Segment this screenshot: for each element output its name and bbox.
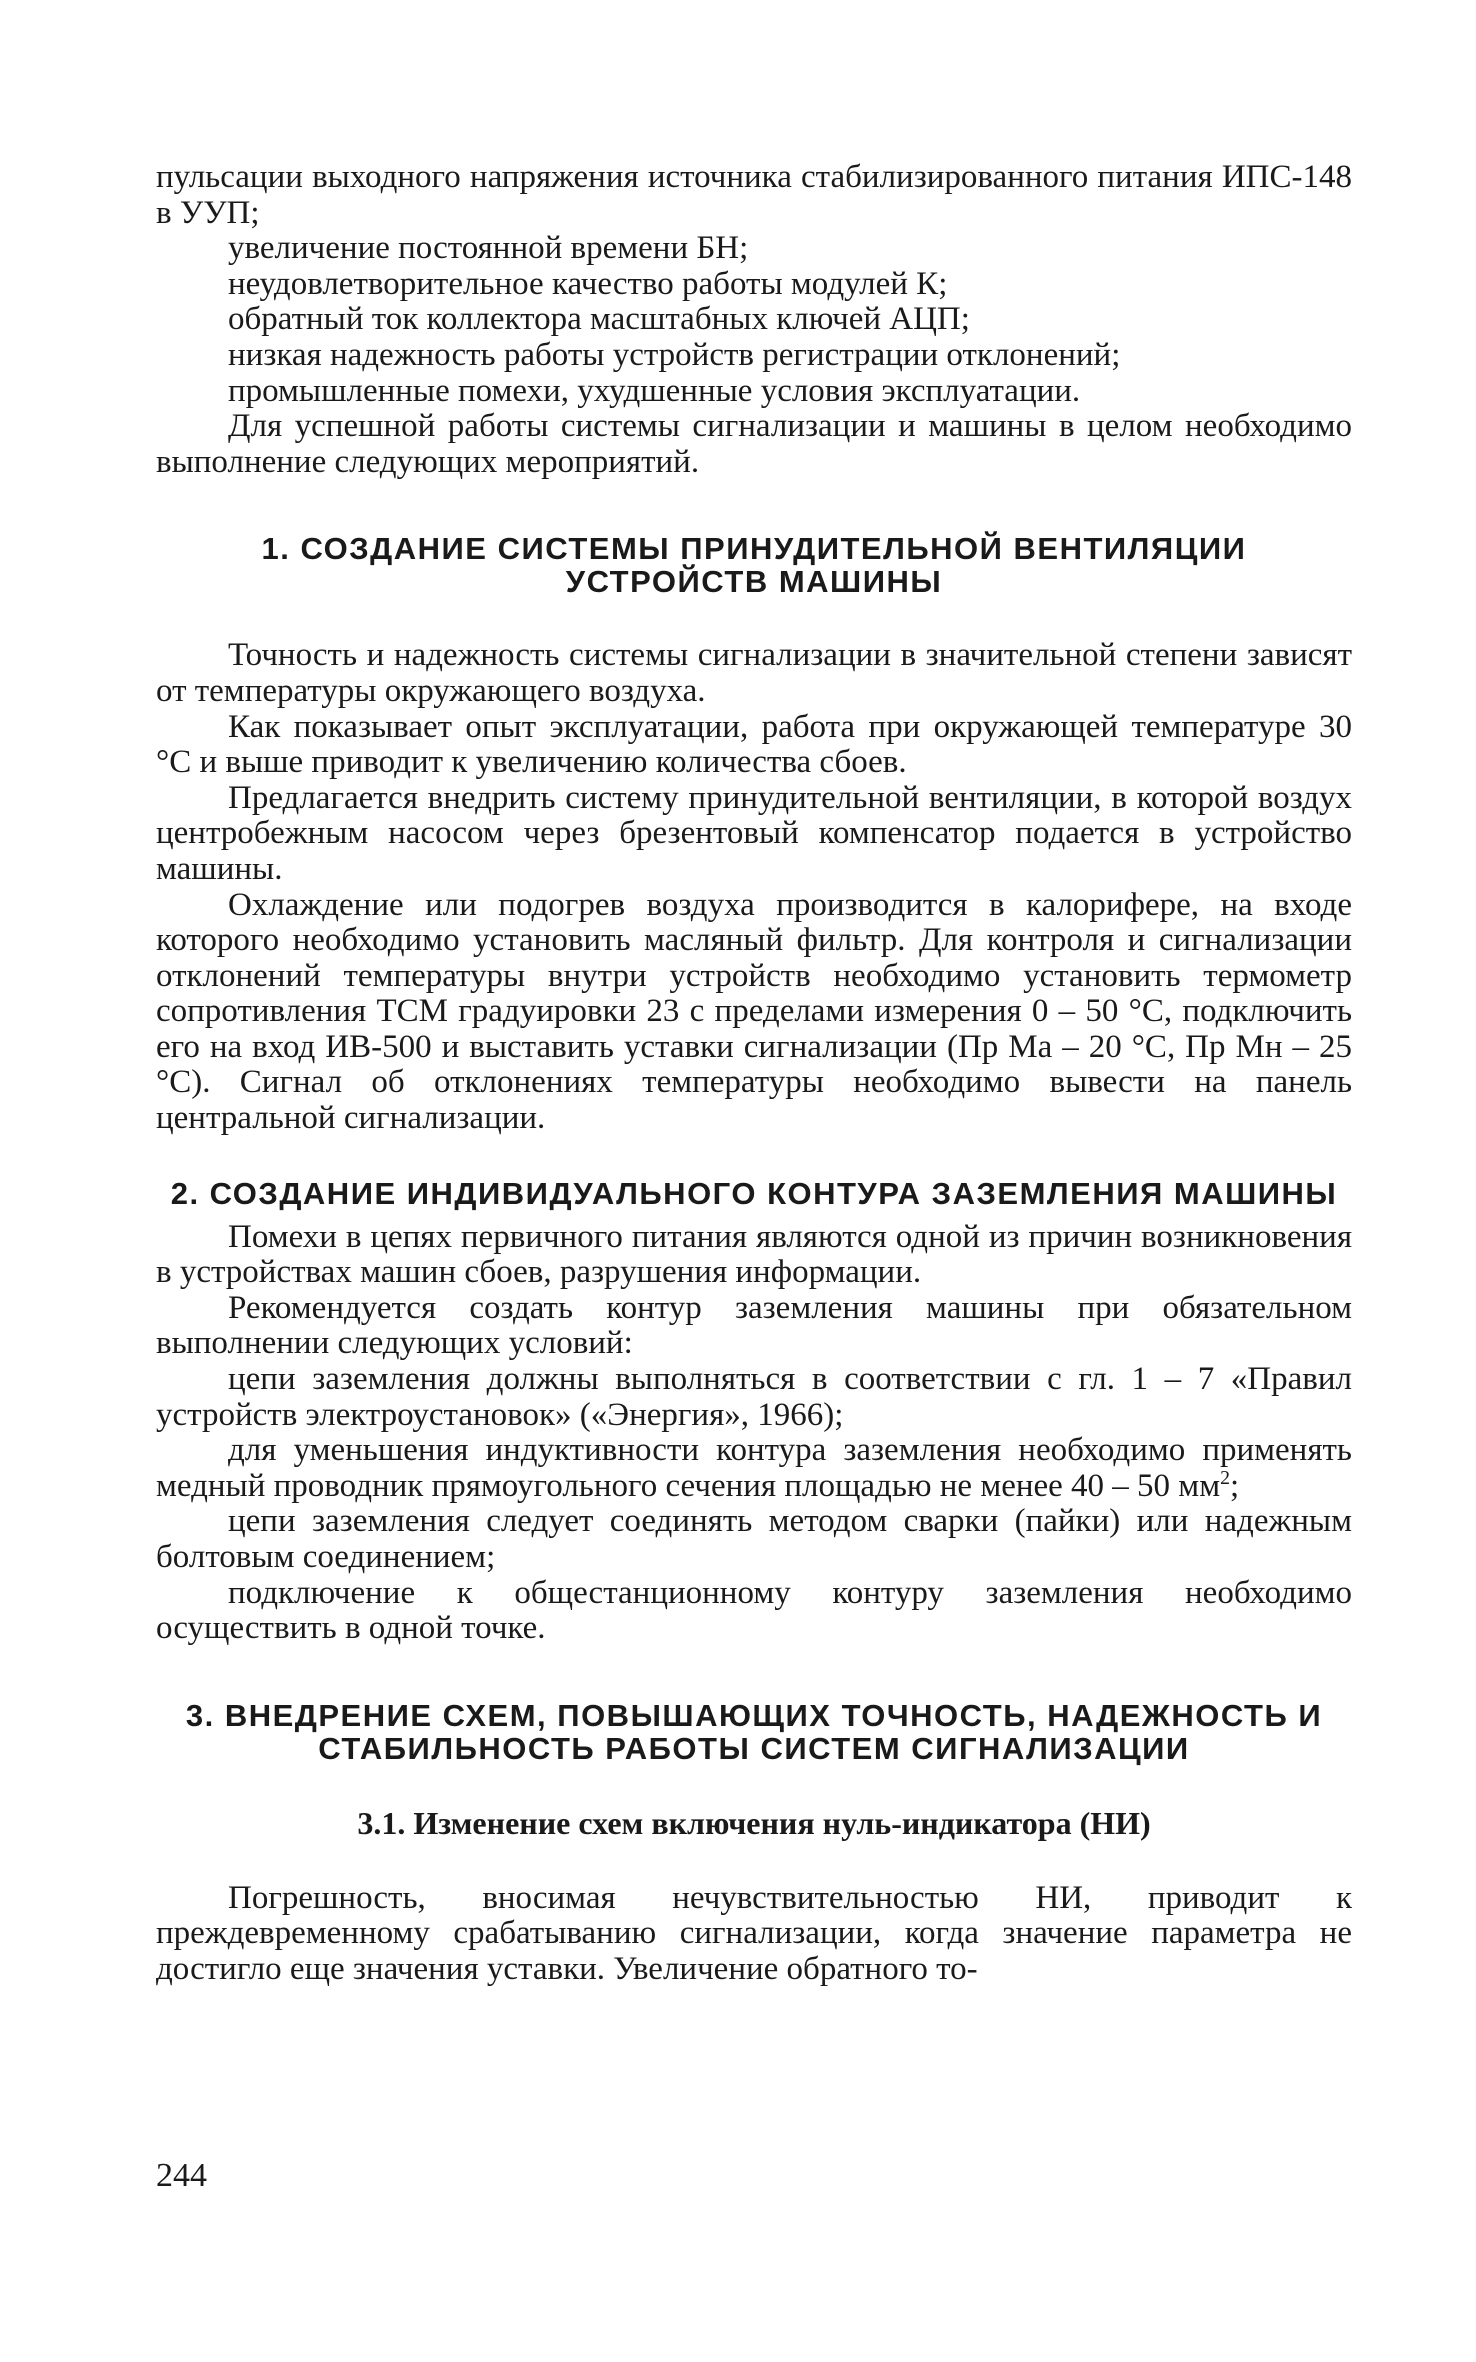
intro-list-item: пульсации выходного напряжения источника стабилизированного питания ИПС-148 в УУП; [156,159,1352,231]
section-2-paragraph: Помехи в цепях первичного питания являются одной из причин возникновения в устройствах машин сбоев, разрушения информации. [156,1218,1352,1291]
intro-list-item: промышленные помехи, ухудшенные условия эксплуатации. [228,372,1081,409]
section-2-paragraph: цепи заземления должны выполняться в соответствии с гл. 1 – 7 «Правил устройств электроустановок» («Энергия», 1966); [156,1361,1352,1433]
page-number: 244 [156,2157,207,2194]
intro-list-item: увеличение постоянной времени БН; [228,230,749,267]
section-1-paragraph: Точность и надежность системы сигнализации в значительной степени зависят от температуры окружающего воздуха. [156,637,1352,709]
intro-list [156,231,1352,409]
section-2-heading: 2. СОЗДАНИЕ ИНДИВИДУАЛЬНОГО КОНТУРА ЗАЗЕМЛЕНИЯ МАШИНЫ [170,1175,1338,1211]
intro-list-item: неудовлетворительное качество работы модулей К; [228,265,948,302]
text-column [156,160,1352,1988]
section-2-p4-end: ; [1229,1467,1240,1504]
superscript: 2 [1220,1466,1230,1489]
section-3-paragraph: Погрешность, вносимая нечувствительностью НИ, приводит к преждевременному срабатыванию сигнализации, когда значение параметра не достигло еще значения уставки. Увеличение обратного то- [156,1879,1352,1987]
section-3-heading: 3. ВНЕДРЕНИЕ СХЕМ, ПОВЫШАЮЩИХ ТОЧНОСТЬ, НАДЕЖНОСТЬ И СТАБИЛЬНОСТЬ РАБОТЫ СИСТЕМ СИГНАЛИЗАЦИИ [185,1697,1323,1766]
section-1-paragraph: Охлаждение или подогрев воздуха производится в калорифере, на входе которого необходимо установить масляный фильтр. Для контроля и сигнализации отклонений температуры внутри устройств необходимо установить термометр сопротивления ТСМ градуировки 23 с пределами измерения 0 – 50 °С, подключить его на вход ИВ-500 и выставить уставки сигнализации (Пр Ма – 20 °С, Пр Мн – 25 °С). Сигнал об отклонениях температуры необходимо вывести на панель центральной сигнализации. [156,886,1352,1137]
intro-list-item: обратный ток коллектора масштабных ключей АЦП; [228,301,970,338]
section-2-paragraph [156,1433,1352,1504]
section-2-paragraph: цепи заземления следует соединять методом сварки (пайки) или надежным болтовым соединением; [156,1503,1352,1575]
section-1-paragraph: Как показывает опыт эксплуатации, работа при окружающей температуре 30 °С и выше приводит к увеличению количества сбоев. [156,708,1352,781]
section-3-1-subheading: 3.1. Изменение схем включения нуль-индикатора (НИ) [357,1804,1151,1841]
section-1-heading: 1. СОЗДАНИЕ СИСТЕМЫ ПРИНУДИТЕЛЬНОЙ ВЕНТИЛЯЦИИ УСТРОЙСТВ МАШИНЫ [261,531,1247,600]
section-1-paragraph: Предлагается внедрить систему принудительной вентиляции, в которой воздух центробежным насосом через брезентовый компенсатор подается в устройство машины. [156,779,1352,887]
section-2-paragraph: Рекомендуется создать контур заземления машины при обязательном выполнении следующих условий: [156,1289,1352,1362]
section-2-paragraph: подключение к общестанционному контуру заземления необходимо осуществить в одной точке. [156,1574,1352,1647]
intro-list-item: низкая надежность работы устройств регистрации отклонений; [228,336,1121,373]
intro-conclusion: Для успешной работы системы сигнализации и машины в целом необходимо выполнение следующих мероприятий. [156,408,1352,480]
section-2-p4-text: для уменьшения индуктивности контура заземления необходимо применять медный проводник прямоугольного сечения площадью не менее 40 – 50 мм [156,1432,1352,1504]
